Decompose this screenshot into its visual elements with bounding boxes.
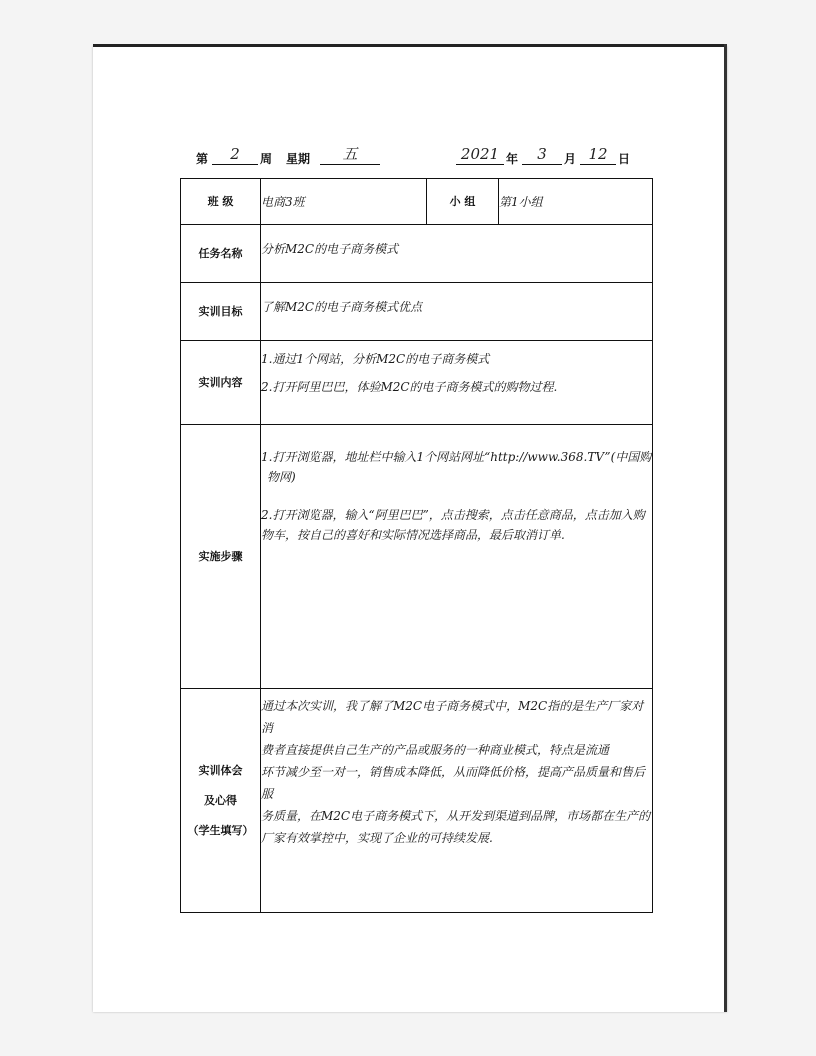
class-value: 电商3班 <box>261 179 427 225</box>
reflection-line: 厂家有效掌控中，实现了企业的可持续发展. <box>261 831 493 845</box>
day-suffix: 日 <box>618 152 631 166</box>
steps-line: 2.打开浏览器，输入“阿里巴巴”，点击搜索，点击任意商品，点击加入购 <box>261 508 645 522</box>
date-header <box>456 144 636 170</box>
group-value: 第1小组 <box>499 179 653 225</box>
steps-line: 1.打开浏览器，地址栏中输入1个网站网址“http://www.368.TV”(中国购 <box>261 450 652 464</box>
reflection-label-line: 及心得 <box>204 793 237 807</box>
training-record-form <box>180 178 653 913</box>
content-line: 2.打开阿里巴巴，体验M2C的电子商务模式的购物过程. <box>261 380 558 394</box>
task-value: 分析M2C的电子商务模式 <box>261 225 653 283</box>
weekday-value: 五 <box>320 144 380 165</box>
goal-value: 了解M2C的电子商务模式优点 <box>261 283 653 341</box>
week-number: 2 <box>212 144 258 165</box>
content-value <box>261 341 653 425</box>
class-label: 班 级 <box>181 179 261 225</box>
paper-edge-right <box>724 44 727 1012</box>
reflection-label-line: （学生填写） <box>187 823 254 837</box>
reflection-line: 通过本次实训，我了解了M2C电子商务模式中，M2C指的是生产厂家对消 <box>261 699 644 735</box>
year-value: 2021 <box>456 144 504 165</box>
week-suffix: 周 <box>260 152 273 166</box>
week-prefix: 第 <box>196 152 209 166</box>
content-line: 1.通过1个网站，分析M2C的电子商务模式 <box>261 352 490 366</box>
reflection-row <box>181 689 653 913</box>
task-label: 任务名称 <box>181 225 261 283</box>
steps-line: 物网) <box>267 470 296 484</box>
steps-label: 实施步骤 <box>181 425 261 689</box>
reflection-label-line: 实训体会 <box>198 763 243 777</box>
task-row <box>181 225 653 283</box>
goal-row <box>181 283 653 341</box>
month-suffix: 月 <box>564 152 577 166</box>
day-value: 12 <box>580 144 616 165</box>
steps-value <box>261 425 653 689</box>
paper-edge-top <box>93 44 727 47</box>
content-row <box>181 341 653 425</box>
goal-label: 实训目标 <box>181 283 261 341</box>
reflection-line: 费者直接提供自己生产的产品或服务的一种商业模式，特点是流通 <box>261 743 610 757</box>
reflection-label <box>181 689 261 913</box>
steps-row <box>181 425 653 689</box>
reflection-value <box>261 689 653 913</box>
group-label: 小 组 <box>427 179 499 225</box>
steps-line: 物车，按自己的喜好和实际情况选择商品，最后取消订单. <box>261 528 565 542</box>
reflection-line: 务质量，在M2C电子商务模式下，从开发到渠道到品牌，市场都在生产的 <box>261 809 651 823</box>
month-value: 3 <box>522 144 562 165</box>
weekday-label: 星期 <box>286 152 311 166</box>
reflection-line: 环节减少至一对一，销售成本降低，从而降低价格，提高产品质量和售后服 <box>261 765 646 801</box>
class-row <box>181 179 653 225</box>
week-header <box>196 144 406 170</box>
content-label: 实训内容 <box>181 341 261 425</box>
year-suffix: 年 <box>506 152 519 166</box>
